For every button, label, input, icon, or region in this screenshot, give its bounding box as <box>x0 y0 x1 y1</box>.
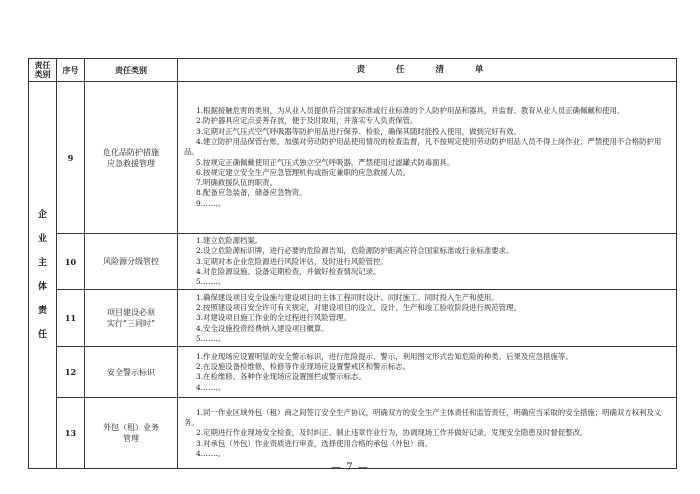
list-item: 4.安全设施投资经费纳入建设项目概算。 <box>196 323 329 333</box>
category-char: 主 <box>37 258 47 269</box>
responsibility-table <box>28 58 677 469</box>
responsibility-table-page <box>28 58 676 469</box>
row-number: 10 <box>57 234 85 290</box>
category-char: 责 <box>37 306 47 317</box>
row-number: 12 <box>57 347 85 398</box>
list-item: 2.按照建设项目安全许可有关规定，对建设项目的设立、设计、生产和竣工验收阶段进行规范管理。 <box>196 303 521 313</box>
list-item: 5.按规定正确佩戴使用正气压式独立空气呼吸器，严禁使用过滤罐式防毒面具。 <box>196 157 455 167</box>
list-item: 2.设立危险源标识牌，进行必要的危险源告知，危险源防护距离应符合国家标准或行业标准要求。 <box>196 246 514 256</box>
responsibility-type: 项目建设必须 实行“三同时” <box>85 290 178 347</box>
list-item: 4.……。 <box>196 382 226 392</box>
responsibility-list <box>178 347 677 398</box>
table-row <box>29 82 677 234</box>
table-row <box>29 347 677 398</box>
list-item: 8.配备应急装备，储备应急物资。 <box>196 188 307 198</box>
table-row <box>29 290 677 347</box>
responsibility-type: 危化品防护措施 应急救援管理 <box>85 82 178 234</box>
list-item: 6.按规定建立安全生产应急管理机构或指定兼职的应急救援人员。 <box>196 167 410 177</box>
list-item: 5.……。 <box>196 277 226 287</box>
list-item: 3.定期对本企业危险源进行风险评估，及时进行风险管控。 <box>196 256 388 266</box>
category-char: 体 <box>37 282 47 293</box>
category-char: 任 <box>37 330 47 341</box>
header-list: 责 任 清 单 <box>178 59 677 82</box>
responsibility-type: 安全警示标识 <box>85 347 178 398</box>
category-char: 业 <box>37 234 47 245</box>
list-item: 3.在检维修、各种作业现场应设置围栏或警示标志。 <box>196 372 366 382</box>
row-number: 9 <box>57 82 85 234</box>
list-item: 3.对建设项目施工作业的全过程进行风险管理。 <box>196 313 351 323</box>
category-cell <box>29 82 57 469</box>
list-item: 1.同一作业区域外包（租）商之间签订安全生产协议，明确双方的安全生产主体责任和监管责任，明确应当采取的安全措施；明确双方权利及义务。 <box>184 407 662 428</box>
header-category: 责任 类别 <box>29 59 57 82</box>
header-type: 责任类别 <box>85 59 178 82</box>
table-header-row <box>29 59 677 82</box>
header-number: 序号 <box>57 59 85 82</box>
list-item: 4.……。 <box>196 448 226 458</box>
list-item: 7.明确救援队伍的职责。 <box>196 178 277 188</box>
page-number: — 7 — <box>331 462 369 473</box>
table-row <box>29 398 677 469</box>
category-char: 企 <box>37 210 47 221</box>
list-item: 9.……。 <box>196 198 226 208</box>
list-item: 1.根据接触危害的类别，为从业人员提供符合国家标准或行业标准的个人防护用品和器具，并监督、教育从业人员正确佩戴和使用。 <box>196 106 625 116</box>
list-item: 2.防护器具应定点妥善存放，便于及时取用，并落实专人负责保管。 <box>196 116 418 126</box>
list-item: 2.定期进行作业现场安全检查，及时纠正、制止违章作业行为，协调现场工作并做好记录，发现安全隐患及时督促整改。 <box>196 428 588 438</box>
list-item: 1.确保建设项目安全设施与建设项目的主体工程同时设计、同时施工、同时投入生产和使用。 <box>196 292 499 302</box>
list-item: 4.建立防护用品保管台账，加强对劳动防护用品使用情况的检查监督，凡不按规定使用劳动防护用品人员不得上岗作业；严禁使用不合格防护用品。 <box>184 136 662 157</box>
table-row <box>29 234 677 290</box>
responsibility-type: 外包（租）业务 管理 <box>85 398 178 469</box>
responsibility-list <box>178 290 677 347</box>
responsibility-list <box>178 398 677 469</box>
list-item: 3.对承包（外包）作业资质进行审查，选择使用合格的承包（外包）商。 <box>196 438 433 448</box>
list-item: 4.对危险源设施、设备定期检查，并做好检查情况记录。 <box>196 266 381 276</box>
responsibility-type: 风险源分级管控 <box>85 234 178 290</box>
list-item: 5.……。 <box>196 333 226 343</box>
responsibility-list <box>178 234 677 290</box>
list-item: 2.在设施设备检维修、检修等作业现场应设置警戒区和警示标志。 <box>196 362 410 372</box>
row-number: 11 <box>57 290 85 347</box>
list-item: 3.定期对正气压式空气呼吸器等防护用品进行保养、检验，确保其随时能投入使用，做到完好有效。 <box>196 126 521 136</box>
responsibility-list <box>178 82 677 234</box>
row-number: 13 <box>57 398 85 469</box>
list-item: 1.建立危险源档案。 <box>196 236 263 245</box>
list-item: 1.作业现场应设置明显的安全警示标识，进行危险提示、警示，利用图文形式告知危险的种类、后果及应急措施等。 <box>196 351 573 361</box>
